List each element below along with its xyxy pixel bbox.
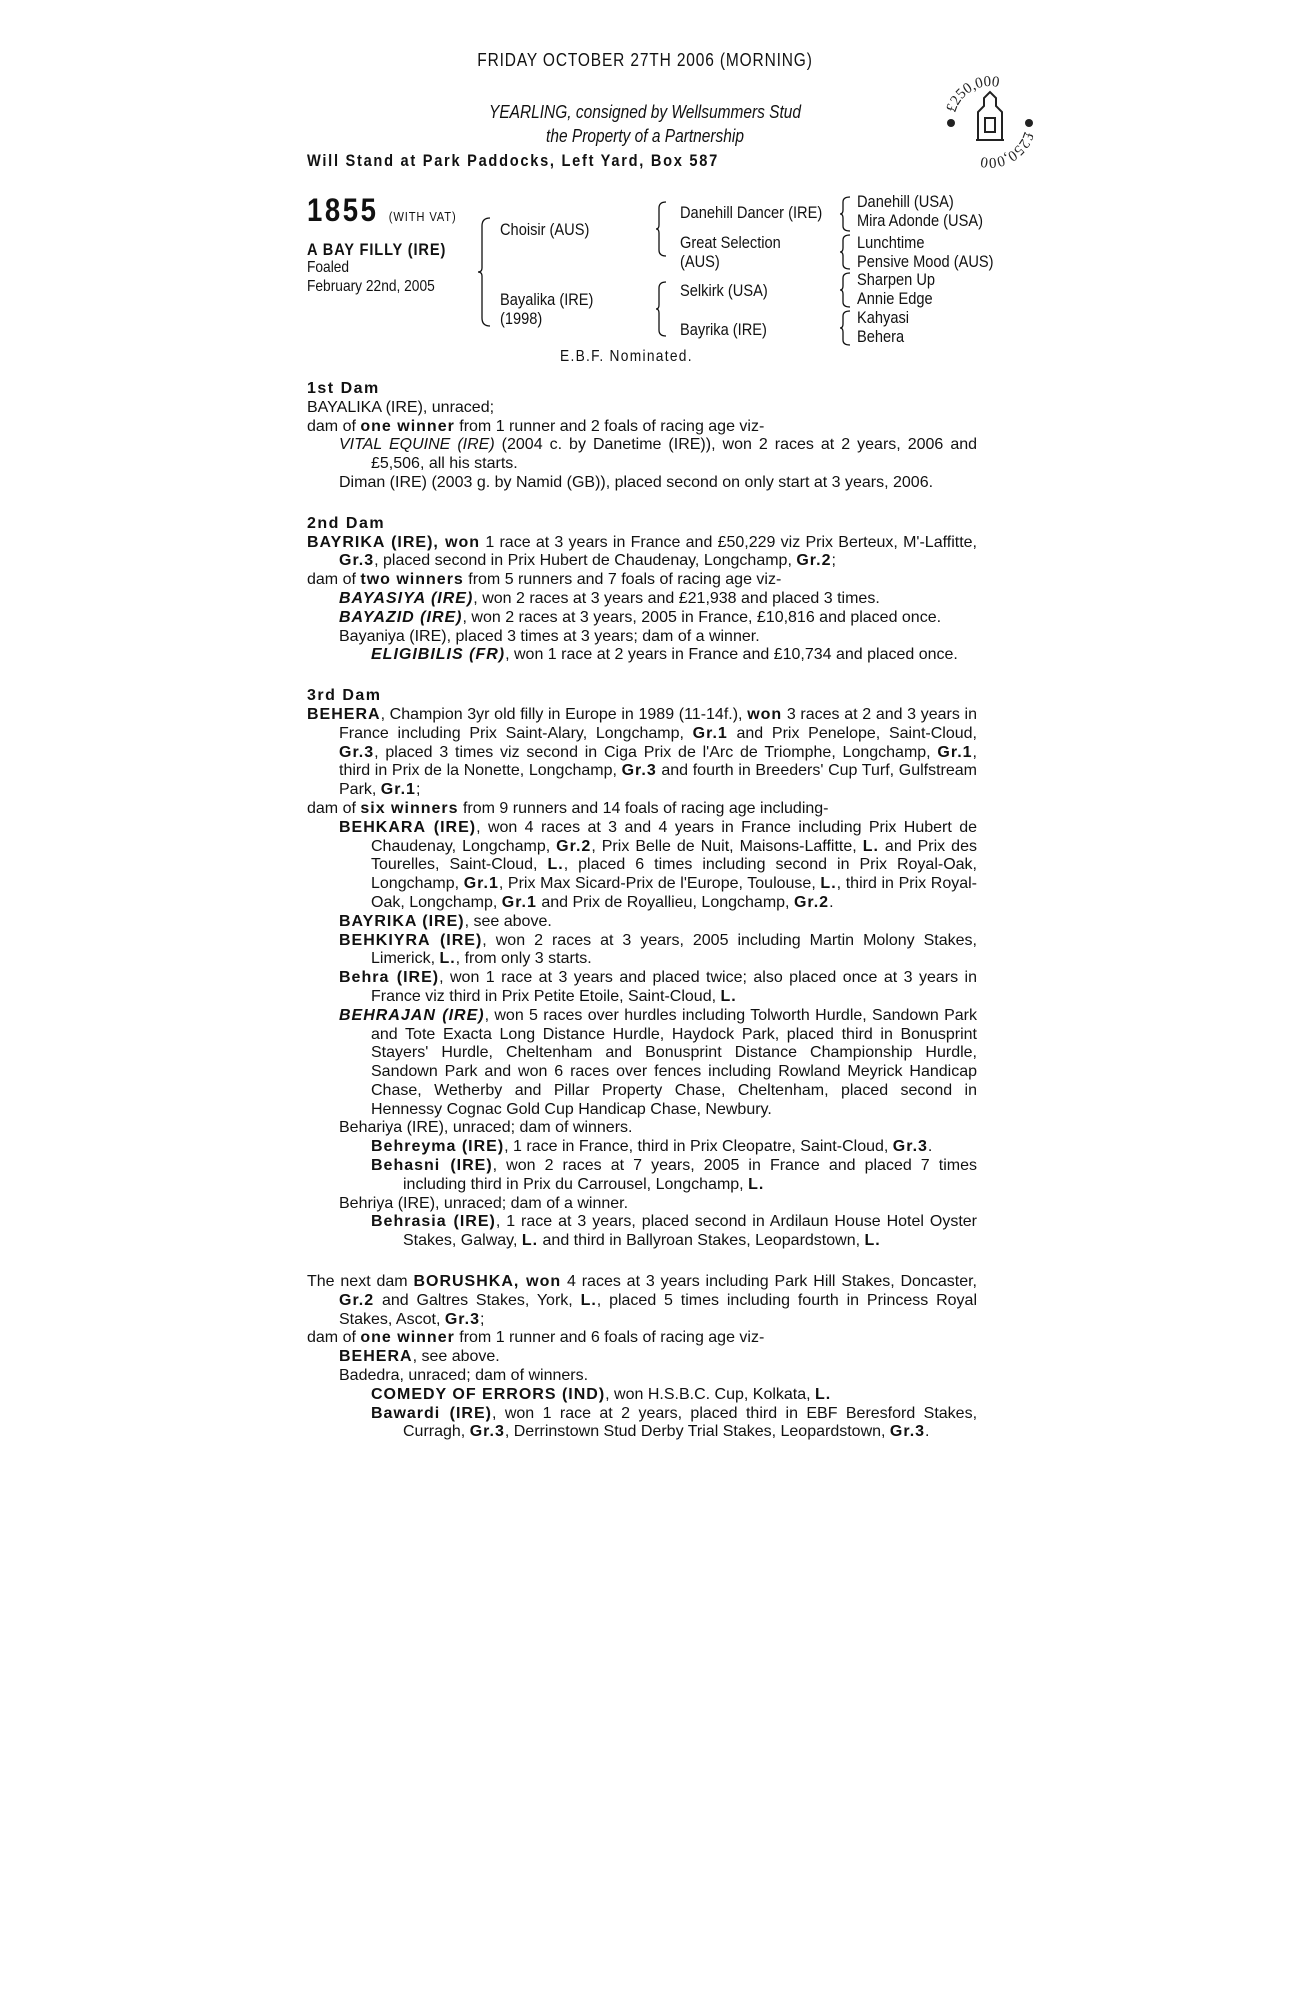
- property-line: the Property of a Partnership: [546, 126, 744, 146]
- pedigree-sire: Choisir (AUS): [500, 220, 590, 239]
- sale-date: FRIDAY OCTOBER 27TH 2006 (MORNING): [477, 50, 813, 70]
- ebf-nomination: E.B.F. Nominated.: [560, 348, 693, 365]
- progeny-bayasiya: BAYASIYA (IRE), won 2 races at 3 years and £21,938 and placed 3 times.: [339, 589, 880, 607]
- progeny-badedra: Badedra, unraced; dam of winners.: [339, 1367, 589, 1385]
- progeny-behreyma: Behreyma (IRE), 1 race in France, third in Prix Cleopatre, Saint-Cloud, Gr.3.: [371, 1138, 933, 1156]
- pedigree-dsd: Annie Edge: [857, 289, 933, 308]
- progeny-eligibilis: ELIGIBILIS (FR), won 1 race at 2 years in France and £10,734 and placed once.: [371, 646, 958, 664]
- progeny-vital-equine: VITAL EQUINE (IRE) (2004 c. by Danetime (IRE)), won 2 races at 2 years, 2006 and £5,506, all his starts.: [339, 436, 978, 473]
- stamp-text-bottom: £250,000: [979, 129, 1037, 170]
- foaled-label: Foaled: [307, 259, 350, 276]
- pedigree-sire-sire: Danehill Dancer (IRE): [680, 203, 823, 222]
- pedigree-ddd: Behera: [857, 327, 905, 346]
- stamp-text-top: £250,000: [943, 73, 1001, 115]
- pedigree-bracket-1: [478, 216, 492, 328]
- pedigree-dam: Bayalika (IRE): [500, 290, 594, 309]
- pedigree-bracket-3d: [840, 310, 852, 346]
- pedigree-dam-year: (1998): [500, 309, 543, 328]
- progeny-bayazid: BAYAZID (IRE), won 2 races at 3 years, 2005 in France, £10,816 and placed once.: [339, 608, 942, 626]
- pedigree-dam-sire: Selkirk (USA): [680, 281, 768, 300]
- first-dam-produce: dam of one winner from 1 runner and 2 foals of racing age viz-: [307, 417, 765, 435]
- first-dam-heading: 1st Dam: [307, 380, 380, 397]
- third-dam-produce: dam of six winners from 9 runners and 14 foals of racing age including-: [307, 799, 829, 817]
- pedigree-sds: Lunchtime: [857, 233, 925, 252]
- progeny-behera: BEHERA, see above.: [339, 1348, 500, 1366]
- second-dam-record: BAYRIKA (IRE), won 1 race at 3 years in France and £50,229 viz Prix Berteux, M'-Laffitte, Gr.3, placed second in Prix Hubert de Chaudenay, Longchamp, Gr.2;: [307, 533, 977, 570]
- next-dam-record: The next dam BORUSHKA, won 4 races at 3 years including Park Hill Stakes, Doncaster, Gr.2 and Galtres Stakes, York, L., placed 5 times including fourth in Princess Royal Stakes, Ascot, Gr.3;: [307, 1273, 978, 1328]
- foaled-date: February 22nd, 2005: [307, 278, 435, 295]
- produce-record: [307, 380, 977, 1442]
- progeny-behrajan: BEHRAJAN (IRE), won 5 races over hurdles including Tolworth Hurdle, Sandown Park and Tote Exacta Long Distance Hurdle, Haydock Park, placed third in Bonusprint Stayers' Hurdle, Cheltenham and Bonusprint Distance Championship Hurdle, Sandown Park and won 6 races over fences including Rowland Meyrick Handicap Chase, Wetherby and Pillar Property Chase, Cheltenham, placed second in Hennessy Cognac Gold Cup Handicap Chase, Newbury.: [339, 1006, 978, 1118]
- reserve-stamp: [940, 70, 1040, 170]
- second-dam-heading: 2nd Dam: [307, 514, 386, 532]
- second-dam-produce: dam of two winners from 5 runners and 7 foals of racing age viz-: [307, 571, 782, 589]
- pedigree-dam-dam: Bayrika (IRE): [680, 320, 767, 339]
- progeny-diman: Diman (IRE) (2003 g. by Namid (GB)), placed second on only start at 3 years, 2006.: [339, 473, 934, 491]
- progeny-bawardi: Bawardi (IRE), won 1 race at 2 years, placed third in EBF Beresford Stakes, Curragh, Gr.3, Derrinstown Stud Derby Trial Stakes, Leopardstown, Gr.3.: [371, 1404, 978, 1441]
- progeny-behkiyra: BEHKIYRA (IRE), won 2 races at 3 years, 2005 including Martin Molony Stakes, Limerick, L., from only 3 starts.: [339, 931, 977, 968]
- pedigree-sire-dam-country: (AUS): [680, 252, 720, 271]
- pedigree-sdd: Pensive Mood (AUS): [857, 252, 994, 271]
- next-dam-produce: dam of one winner from 1 runner and 6 foals of racing age viz-: [307, 1329, 765, 1347]
- pedigree-bracket-3c: [840, 272, 852, 308]
- pedigree-dds: Kahyasi: [857, 308, 910, 327]
- lot-description: A BAY FILLY (IRE): [307, 240, 447, 259]
- third-dam-record: BEHERA, Champion 3yr old filly in Europe in 1989 (11-14f.), won 3 races at 2 and 3 years in France including Prix Saint-Alary, Longchamp, Gr.1 and Prix Penelope, Saint-Cloud, Gr.3, placed 3 times viz second in Ciga Prix de l'Arc de Triomphe, Longchamp, Gr.1, third in Prix de la Nonette, Longchamp, Gr.3 and fourth in Breeders' Cup Turf, Gulfstream Park, Gr.1;: [307, 705, 978, 799]
- progeny-behasni: Behasni (IRE), won 2 races at 7 years, 2005 in France and placed 7 times including third in Prix du Carrousel, Longchamp, L.: [371, 1157, 977, 1193]
- pedigree-bracket-2b: [656, 280, 668, 338]
- pedigree-dss: Sharpen Up: [857, 270, 936, 289]
- svg-text:£250,000: [980, 130, 1037, 170]
- pedigree-bracket-2a: [656, 200, 668, 258]
- pedigree-bracket-3b: [840, 234, 852, 270]
- building-icon: [976, 92, 1004, 140]
- consignor-line: YEARLING, consigned by Wellsummers Stud: [488, 102, 802, 122]
- progeny-bayrika: BAYRIKA (IRE), see above.: [339, 912, 552, 930]
- progeny-behkara: BEHKARA (IRE), won 4 races at 3 and 4 years in France including Prix Hubert de Chaudenay, Longchamp, Gr.2, Prix Belle de Nuit, Maisons-Laffitte, L. and Prix des Tourelles, Saint-Cloud, L., placed 6 times including second in Prix Royal-Oak, Longchamp, Gr.1, Prix Max Sicard-Prix de l'Europe, Toulouse, L., third in Prix Royal-Oak, Longchamp, Gr.1 and Prix de Royallieu, Longchamp, Gr.2.: [339, 818, 978, 911]
- progeny-behrasia: Behrasia (IRE), 1 race at 3 years, placed second in Ardilaun House Hotel Oyster Stakes, Galway, L. and third in Ballyroan Stakes, Leopardstown, L.: [371, 1213, 978, 1250]
- pedigree-sire-dam: Great Selection: [680, 233, 781, 252]
- progeny-behriya: Behriya (IRE), unraced; dam of a winner.: [339, 1194, 629, 1212]
- lot-number: 1855 (WITH VAT): [307, 192, 457, 228]
- progeny-comedy-of-errors: COMEDY OF ERRORS (IND), won H.S.B.C. Cup, Kolkata, L.: [371, 1385, 832, 1403]
- progeny-behariya: Behariya (IRE), unraced; dam of winners.: [339, 1119, 633, 1137]
- first-dam-name: BAYALIKA (IRE), unraced;: [307, 398, 495, 416]
- pedigree-ssd: Mira Adonde (USA): [857, 211, 983, 230]
- stand-location: Will Stand at Park Paddocks, Left Yard, Box 587: [307, 151, 719, 170]
- progeny-behra: Behra (IRE), won 1 race at 3 years and placed twice; also placed once at 3 years in France viz third in Prix Petite Etoile, Saint-Cloud, L.: [339, 969, 978, 1005]
- progeny-bayaniya: Bayaniya (IRE), placed 3 times at 3 years; dam of a winner.: [339, 627, 760, 645]
- vat-note: (WITH VAT): [388, 209, 457, 224]
- pedigree-sss: Danehill (USA): [857, 192, 954, 211]
- pedigree-bracket-3a: [840, 196, 852, 232]
- third-dam-heading: 3rd Dam: [307, 687, 382, 705]
